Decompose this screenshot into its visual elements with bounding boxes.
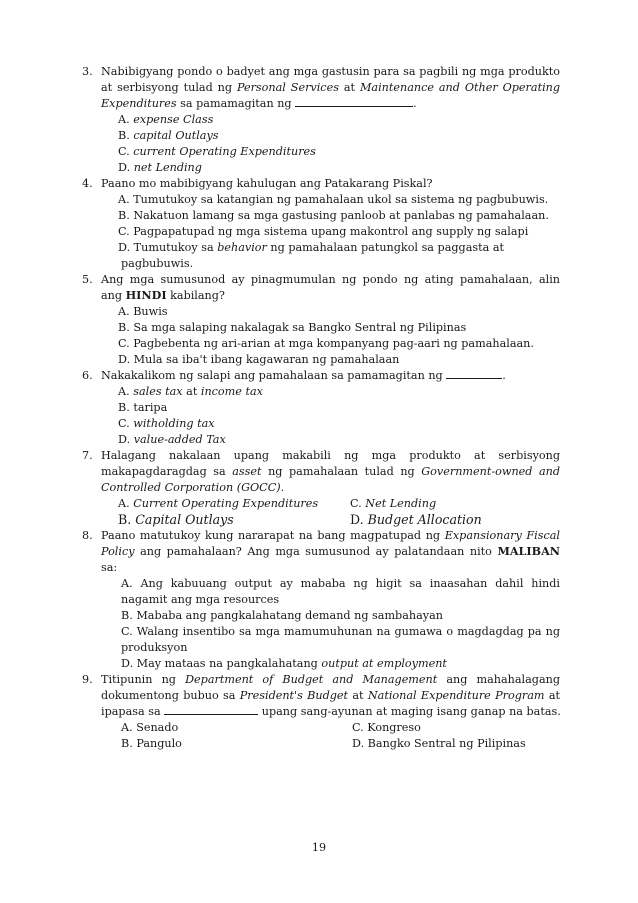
q3-line-1: Nabibigyang pondo o badyet ang mga gastusin para sa pagbili ng mga produkto [101,65,560,78]
q4-option-c: C. Pagpapatupad ng mga sistema upang makontrol ang supply ng salapi [118,225,529,238]
q9-line-3: ipapasa sa upang sang-ayunan at maging isang ganap na batas. [101,705,561,718]
q8-option-b: B. Mababa ang pangkalahatang demand ng sambahayan [121,609,443,622]
q4-line-1: Paano mo mabibigyang kahulugan ang Patakarang Piskal? [101,177,433,190]
q9-option-c: C. Kongreso [352,721,421,734]
q4-number: 4. [82,177,93,190]
q8-option-d: D. May mataas na pangkalahatang output at employment [121,657,447,670]
q7-option-a: A. Current Operating Expenditures [118,497,319,510]
q8-line-2: Policy ang pamahalaan? Ang mga sumusunod ay palatandaan nito MALIBAN [101,544,560,558]
q7-line-2: makapagdaragdag sa asset ng pamahalaan tulad ng Government-owned and [101,465,561,478]
q6-option-c: C. witholding tax [118,417,215,430]
q4-option-d-cont: pagbubuwis. [121,257,194,270]
q3-option-b: B. capital Outlays [118,129,219,142]
q5-line-1: Ang mga sumusunod ay pinagmumulan ng pondo ng ating pamahalaan, alin [101,273,560,286]
q3-option-d: D. net Lending [118,161,202,174]
q5-number: 5. [82,273,93,286]
q3-option-a: A. expense Class [118,113,214,126]
q5-option-a: A. Buwis [118,305,168,318]
q6-option-b: B. taripa [118,401,168,414]
q3-answer-blank [295,96,413,107]
q3-line-2: at serbisyong tulad ng Personal Services at Maintenance and Other Operating [101,81,561,94]
q4-option-b: B. Nakatuon lamang sa mga gastusing panloob at panlabas ng pamahalaan. [118,209,549,222]
q8-option-a-cont: nagamit ang mga resources [121,593,280,606]
q8-number: 8. [82,529,93,542]
q6-option-d: D. value-added Tax [118,433,226,446]
q9-number: 9. [82,673,93,686]
q7-line-3: Controlled Corporation (GOCC). [101,481,285,494]
q3-option-c: C. current Operating Expenditures [118,145,316,158]
q4-option-a: A. Tumutukoy sa katangian ng pamahalaan ukol sa sistema ng pagbubuwis. [118,193,549,206]
q6-number: 6. [82,369,93,382]
q3-line-3: Expenditures sa pamamagitan ng . [101,97,417,110]
q9-line-2: dokumentong bubuo sa President's Budget at National Expenditure Program at [101,689,560,702]
q5-option-c: C. Pagbebenta ng ari-arian at mga kompanyang pag-aari ng pamahalaan. [118,337,534,350]
q5-option-d: D. Mula sa iba't ibang kagawaran ng pamahalaan [118,353,400,366]
q9-answer-blank [164,704,258,715]
q6-line-1: Nakakalikom ng salapi ang pamahalaan sa pamamagitan ng . [101,369,506,382]
q8-option-c-cont: produksyon [121,641,188,654]
q9-option-a: A. Senado [121,721,179,734]
q7-option-c: C. Net Lending [350,497,437,510]
q7-line-1: Halagang nakalaan upang makabili ng mga produkto at serbisyong [101,449,560,462]
q8-line-1: Paano matutukoy kung nararapat na bang magpatupad ng Expansionary Fiscal [101,529,561,542]
q3-number: 3. [82,65,93,78]
q7-number: 7. [82,449,93,462]
q9-option-b: B. Pangulo [121,737,182,750]
page-number: 19 [311,841,327,854]
q8-option-a: A. Ang kabuuang output ay mababa ng higit sa inaasahan dahil hindi [121,577,560,590]
q9-option-d: D. Bangko Sentral ng Pilipinas [352,737,526,750]
q8-option-c: C. Walang insentibo sa mga mamumuhunan na gumawa o magdagdag pa ng [121,625,560,638]
q8-line-3: sa: [101,561,118,574]
q5-option-b: B. Sa mga salaping nakalagak sa Bangko Sentral ng Pilipinas [118,321,467,334]
q9-line-1: Titipunin ng Department of Budget and Management ang mahahalagang [101,673,560,686]
q7-option-d: D. Budget Allocation [350,512,482,527]
q4-option-d: D. Tumutukoy sa behavior ng pamahalaan patungkol sa paggasta at [118,241,504,254]
q6-answer-blank [446,368,502,379]
q5-line-2: ang HINDI kabilang? [101,288,225,302]
q7-option-b: B. Capital Outlays [118,512,234,527]
q6-option-a: A. sales tax at income tax [118,385,263,398]
